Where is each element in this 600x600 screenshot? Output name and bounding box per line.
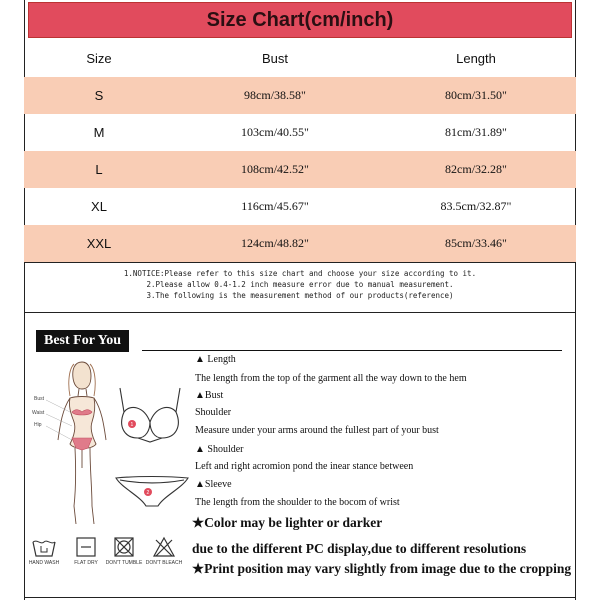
care-item-hand-wash (24, 536, 64, 566)
size-chart-title: Size Chart(cm/inch) (28, 2, 572, 38)
length-cell: 82cm/32.28" (445, 162, 507, 176)
figure-label-bust: Bust (34, 396, 45, 402)
display-disclaimer: due to the different PC display,due to different resolutions (192, 541, 527, 556)
size-cell: S (94, 88, 104, 103)
care-item-do-not-tumble (104, 536, 144, 566)
print-disclaimer: ★Print position may vary slightly from image due to the cropping (192, 561, 572, 576)
hand-wash-icon (31, 536, 57, 558)
sleeve-desc: The length from the shoulder to the bocom of wrist (195, 497, 400, 508)
best-for-you-label: Best For You (36, 330, 129, 352)
bra-diagram (110, 382, 190, 450)
length-cell: 81cm/31.89" (445, 125, 507, 139)
bust-desc: Measure under your arms around the fullest part of your bust (195, 425, 439, 436)
shoulder-desc: Left and right acromion pond the inear stance between (195, 461, 414, 472)
sleeve-label: ▲Sleeve (195, 479, 232, 490)
length-label: ▲ Length (195, 354, 236, 365)
note-1: 1.NOTICE:Please refer to this size chart and choose your size according to it. (123, 269, 477, 278)
header-size: Size (86, 51, 112, 66)
care-label: FLAT DRY (74, 560, 98, 566)
table-row (24, 188, 576, 225)
bottom-border (24, 597, 576, 598)
bust-cell: 98cm/38.58" (244, 88, 306, 102)
divider (24, 262, 576, 263)
care-item-do-not-bleach (144, 536, 184, 566)
notes (24, 268, 576, 301)
header-length: Length (456, 51, 496, 66)
shoulder-label: ▲ Shoulder (195, 444, 244, 455)
figure-label-hip: Hip (34, 422, 42, 428)
bust-cell: 116cm/45.67" (241, 199, 309, 213)
length-cell: 83.5cm/32.87" (440, 199, 512, 213)
bust-cell: 124cm/48.82" (241, 236, 309, 250)
svg-text:2: 2 (146, 490, 150, 496)
table-row (24, 114, 576, 151)
care-label: DON'T BLEACH (145, 560, 183, 566)
table-row (24, 77, 576, 114)
note-2: 2.Please allow 0.4-1.2 inch measure error due to manual measurement. (146, 280, 454, 289)
divider (24, 312, 576, 313)
size-cell: M (93, 125, 105, 140)
table-row (24, 151, 576, 188)
do-not-bleach-icon (152, 536, 176, 558)
do-not-tumble-icon (113, 536, 135, 558)
header-bust: Bust (261, 51, 288, 66)
length-cell: 80cm/31.50" (445, 88, 507, 102)
table-row (24, 225, 576, 262)
panty-diagram (112, 470, 192, 510)
care-item-flat-dry (66, 536, 106, 566)
care-label: DON'T TUMBLE (105, 560, 143, 566)
size-cell: L (95, 162, 103, 177)
color-disclaimer: ★Color may be lighter or darker (192, 515, 383, 530)
bust-cell: 108cm/42.52" (241, 162, 309, 176)
svg-text:1: 1 (130, 422, 134, 428)
bust-cell: 103cm/40.55" (241, 125, 309, 139)
figure-label-waist: Waist (32, 410, 45, 416)
flat-dry-icon (75, 536, 97, 558)
bust-shoulder-text: Shoulder (195, 407, 232, 418)
size-table (24, 40, 576, 262)
table-header (24, 40, 576, 77)
bust-label: ▲Bust (195, 390, 224, 401)
care-label: HAND WASH (28, 560, 60, 566)
length-desc: The length from the top of the garment all the way down to the hem (195, 373, 467, 384)
section-rule (142, 350, 562, 351)
note-3: 3.The following is the measurement method of our products(reference) (146, 291, 454, 300)
length-cell: 85cm/33.46" (445, 236, 507, 250)
size-cell: XXL (86, 236, 112, 251)
size-cell: XL (91, 199, 107, 214)
